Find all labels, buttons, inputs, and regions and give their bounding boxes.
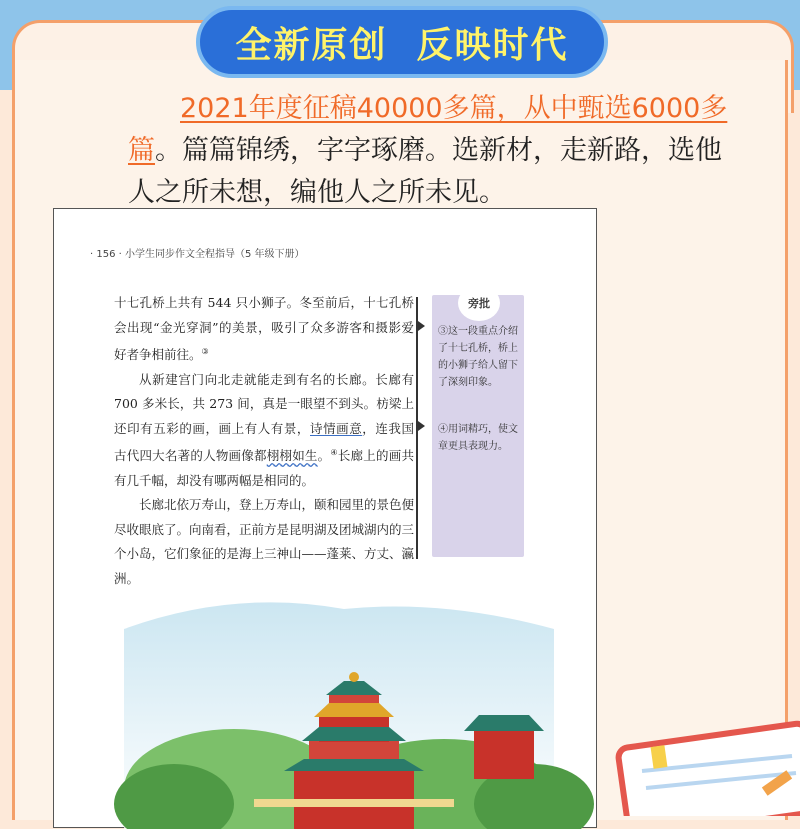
text-segment: ③ (201, 347, 209, 356)
text-segment: 。 (317, 448, 331, 464)
intro-text (128, 88, 728, 214)
text-segment: 十七孔桥上共有 544 只小狮子。冬至前后，十七孔桥会出现“金光穿洞”的美景，吸引了众多游客和摄影爱好者争相前往。 (114, 295, 414, 363)
intro-rest: 。篇篇锦绣，字字琢磨。选新材，走新路，选他人之所未想，编他人之所未见。 (128, 135, 722, 208)
margin-notes (432, 295, 524, 557)
text-segment: ，连我国古代四大名著的人物画像都 (114, 420, 414, 464)
body-text (114, 291, 414, 591)
notebook-decoration (612, 716, 800, 816)
body-paragraph (114, 493, 414, 591)
banner-title: 全新原创 反映时代 (235, 24, 569, 66)
summer-palace-illustration (114, 589, 594, 829)
note-marker-4 (418, 421, 425, 431)
note-marker-3 (418, 321, 425, 331)
margin-note: ④用词精巧，使文章更具表现力。 (438, 424, 518, 452)
running-header: · 156 · 小学生同步作文全程指导（5 年级下册） (90, 249, 305, 260)
text-segment: ④ (330, 448, 338, 458)
text-segment: 诗情画意 (310, 420, 363, 436)
pavilion-right (464, 715, 544, 779)
text-segment: 长廊北依万寿山，登上万寿山，颐和园里的景色便尽收眼底了。向南看，正前方是昆明湖及团城湖内的三个小岛，它们象征的是海上三神山——蓬莱、方丈、瀛洲。 (114, 497, 415, 586)
banner (196, 6, 608, 78)
text-segment: 从新建宫门向北走就能走到有名的长廊。长廊有 700 多米长，共 273 间，真是一眼望不到头。枋梁上还印有五彩的画，画上有人有景， (114, 371, 414, 436)
text-segment: 栩栩如生 (266, 448, 318, 464)
text-segment: 长廊上的画共有几千幅，却没有哪两幅是相同的。 (114, 448, 414, 488)
intro-highlight: 2021年度征稿40000多篇，从中甄选6000多篇 (128, 93, 728, 166)
body-paragraph (114, 368, 414, 494)
book-page-sample (53, 208, 597, 828)
margin-notes-title: 旁批 (458, 285, 500, 321)
body-paragraph (114, 291, 414, 368)
margin-note: ③这一段重点介绍了十七孔桥，桥上的小狮子给人留下了深刻印象。 (438, 326, 518, 388)
